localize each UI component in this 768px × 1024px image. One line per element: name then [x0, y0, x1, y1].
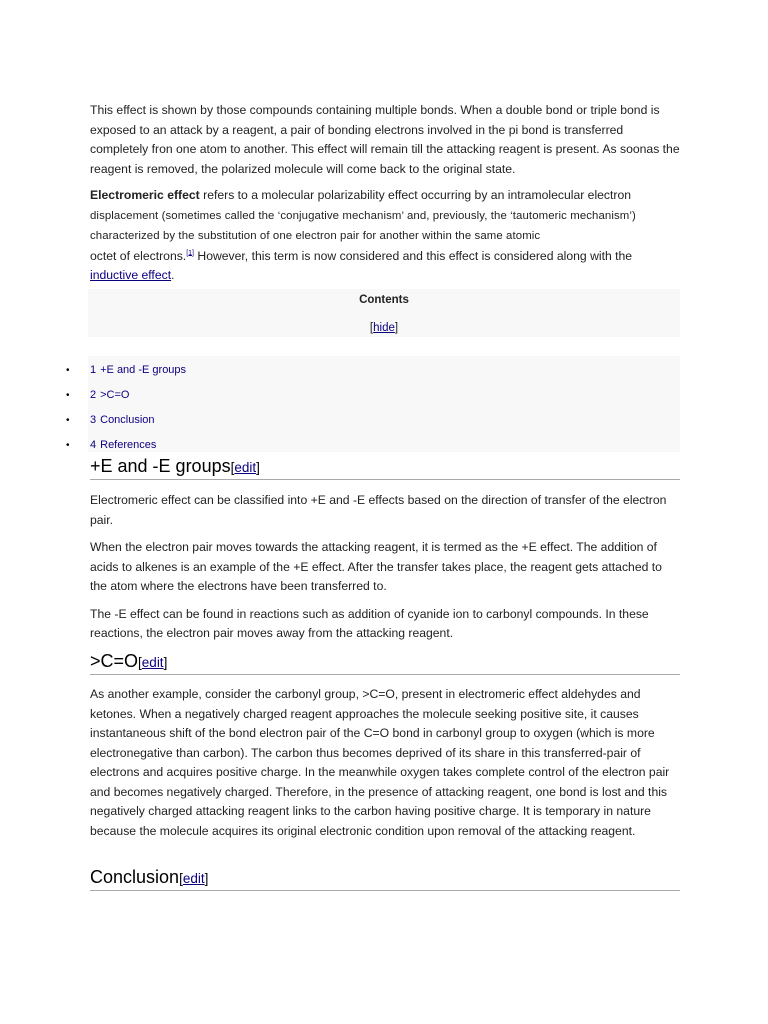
edit-section: [138, 655, 167, 670]
toc-item-number: 1: [90, 364, 97, 376]
bullet-icon: •: [66, 365, 70, 376]
edit-bracket-open: [: [230, 460, 235, 475]
edit-bracket-open: [: [179, 871, 183, 886]
toc-item-label: Conclusion: [100, 414, 155, 426]
toc-item-label: +E and -E groups: [100, 364, 187, 376]
bullet-icon: •: [66, 390, 70, 401]
toc-hide-link[interactable]: hide: [373, 322, 395, 334]
bullet-icon: •: [66, 415, 70, 426]
edit-bracket-close: ]: [256, 460, 260, 475]
reference-sup: [186, 249, 194, 256]
intro-text-d: However, this term is now considered and this effect is considered along with the: [194, 248, 633, 263]
heading-carbonyl: [90, 651, 680, 675]
heading-carbonyl-title: >C=O: [90, 651, 139, 671]
toc-item-1[interactable]: [90, 364, 186, 376]
section-carbonyl-body: [90, 685, 680, 849]
toc-item-label: >C=O: [100, 389, 130, 401]
edit-link-conclusion[interactable]: edit: [182, 871, 205, 886]
toc-item-3[interactable]: [90, 414, 155, 426]
toc-hide-bracket-open: [: [369, 322, 374, 334]
intro-paragraph-2: [90, 186, 680, 286]
heading-conclusion-title: Conclusion: [90, 867, 180, 887]
heading-conclusion: [90, 867, 680, 891]
inductive-effect-link[interactable]: inductive effect: [90, 268, 172, 282]
reference-link-1[interactable]: [1]: [186, 249, 194, 257]
toc-item-number: 3: [90, 414, 97, 426]
intro-text-end: .: [171, 268, 175, 282]
toc-item-label: References: [100, 439, 157, 451]
heading-groups: [90, 456, 680, 480]
edit-bracket-open: [: [138, 655, 142, 670]
edit-link-carbonyl[interactable]: edit: [141, 655, 164, 670]
toc-item-number: 4: [90, 439, 97, 451]
groups-paragraph-2: When the electron pair moves towards the attacking reagent, it is termed as the +E effect. The addition of acids to alkenes is an example of the +E effect. After the transfer takes place, the reagent gets attached to the atom where the electrons have been transferred to.: [90, 540, 662, 593]
toc-hide-bracket-close: ]: [394, 322, 399, 334]
groups-paragraph-1: Electromeric effect can be classified into +E and -E effects based on the direction of transfer of the electron pair.: [90, 493, 667, 527]
bullet-icon: •: [66, 440, 70, 451]
toc-list: [88, 356, 680, 452]
section-groups-body: [90, 491, 680, 652]
toc-hide-toggle: [88, 322, 680, 334]
term-bold: Electromeric effect: [90, 188, 200, 202]
article-intro: [90, 101, 680, 286]
carbonyl-paragraph-1: As another example, consider the carbonyl group, >C=O, present in electromeric effect aldehydes and ketones. When a negatively charged reagent approaches the molecule seeking positive site, it causes instantaneous shift of the bond electron pair of the C=O bond in carbonyl group to oxygen (which is more electronegative than carbon). The carbon thus becomes deprived of its share in this transferred-pair of electrons and acquires positive charge. In the meanwhile oxygen takes complete control of the electron pair and becomes negatively charged. Therefore, in the presence of attacking reagent, one bond is lost and this negatively charged attacking reagent links to the carbon having positive charge. It is temporary in nature because the molecule acquires its original electronic condition upon removal of the attacking reagent.: [90, 687, 670, 838]
edit-link-groups[interactable]: edit: [234, 460, 257, 475]
toc-box: [88, 289, 680, 337]
edit-bracket-close: ]: [163, 655, 168, 670]
intro-text-a: refers to a molecular polarizability effect occurring by an intramolecular electron: [199, 188, 632, 202]
edit-section: [179, 871, 208, 886]
groups-paragraph-3: The -E effect can be found in reactions such as addition of cyanide ion to carbonyl compounds. In these reactions, the electron pair moves away from the attacking reagent.: [90, 606, 649, 640]
toc-title: Contents: [359, 294, 409, 306]
edit-section: [231, 460, 260, 475]
intro-paragraph-1: This effect is shown by those compounds containing multiple bonds. When a double bond or triple bond is exposed to an attack by a reagent, a pair of bonding electrons involved in the pi bond is transferred completely fron one atom to another. This effect will remain till the attacking reagent is present. As soonas the reagent is removed, the polarized molecule will come back to the original state.: [90, 103, 680, 176]
toc-item-2[interactable]: [90, 389, 129, 401]
intro-text-c: octet of electrons.: [90, 248, 187, 263]
toc-item-number: 2: [90, 389, 97, 401]
toc-item-4[interactable]: [90, 439, 156, 451]
edit-bracket-close: ]: [204, 871, 209, 886]
heading-groups-title: +E and -E groups: [90, 456, 231, 476]
intro-text-b: displacement (sometimes called the ‘conjugative mechanism’ and, previously, the ‘tautomeric mechanism’) characterized by the substitution of one electron pair for another within the same atomic: [90, 209, 636, 242]
